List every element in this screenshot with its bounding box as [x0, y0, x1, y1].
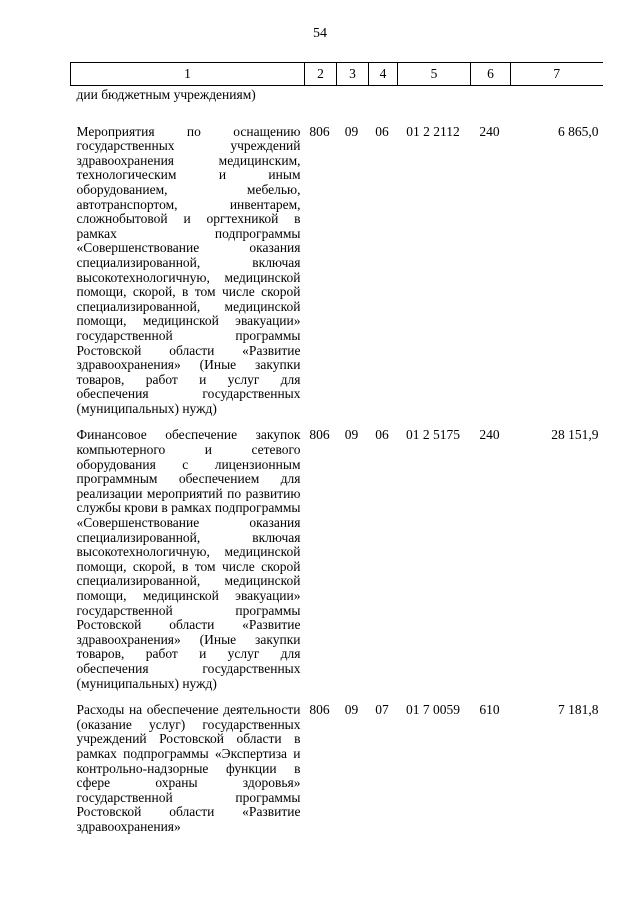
row-expense-type: 610 — [479, 702, 500, 718]
row-section: 09 — [344, 702, 359, 718]
header-row — [71, 63, 603, 86]
row-subsection: 07 — [375, 702, 389, 718]
column-header-2: 2 — [305, 63, 337, 86]
row-ministry: 806 — [309, 702, 330, 718]
row-subsection: 06 — [375, 427, 389, 443]
budget-table — [70, 62, 603, 835]
row-expense-type: 240 — [479, 123, 500, 139]
row-section: 09 — [344, 427, 359, 443]
row-expense-type: 240 — [479, 427, 500, 443]
row-target-article: 01 2 2112 — [406, 123, 460, 139]
row-amount: 6 865,0 — [558, 123, 599, 139]
continuation-row — [71, 86, 603, 103]
table-row — [71, 691, 603, 834]
column-header-7: 7 — [511, 63, 603, 86]
column-header-6: 6 — [471, 63, 511, 86]
table-row — [71, 416, 603, 691]
page-number: 54 — [313, 26, 327, 41]
row-amount: 28 151,9 — [551, 427, 599, 443]
row-description: Мероприятия по оснащению государственных учреждений здравоохранения медицинским, технологическим и иным оборудованием, мебелью, автотранспортом, инвентарем, сложнобытовой и оргтехникой в рамках подпрограммы «Совершенствование оказания специализированной, включая высокотехнологичную, медицинской помощи, скорой, в том числе скорой специализированной, медицинской помощи, медицинской эвакуации» государственной программы Ростовской области «Развитие здравоохранения» (Иные закупки товаров, работ и услуг для обеспечения государственных (муниципальных) нужд) — [76, 123, 301, 416]
table-row — [71, 103, 603, 417]
row-target-article: 01 7 0059 — [406, 702, 460, 718]
row-description: Расходы на обеспечение деятельности (оказание услуг) государственных учреждений Ростовской области в рамках подпрограммы «Экспертиза и контрольно-надзорные функции в сфере охраны здоровья» государственной программы Ростовской области «Развитие здравоохранения» — [76, 702, 301, 834]
column-header-4: 4 — [369, 63, 398, 86]
continuation-text: дии бюджетным учреждениям) — [76, 87, 256, 102]
column-header-5: 5 — [398, 63, 471, 86]
row-description: Финансовое обеспечение закупок компьютерного и сетевого оборудования с лицензионным программным обеспечением для реализации мероприятий по развитию службы крови в рамках подпрограммы «Совершенствование оказания специализированной, включая высокотехнологичную, медицинской помощи, скорой, в том числе скорой специализированной, медицинской помощи, медицинской эвакуации» государственной программы Ростовской области «Развитие здравоохранения» (Иные закупки товаров, работ и услуг для обеспечения государственных (муниципальных) нужд) — [76, 427, 301, 691]
row-section: 09 — [344, 123, 359, 139]
row-amount: 7 181,8 — [558, 702, 599, 718]
row-target-article: 01 2 5175 — [406, 427, 460, 443]
row-ministry: 806 — [309, 427, 330, 443]
row-ministry: 806 — [309, 123, 330, 139]
column-header-3: 3 — [337, 63, 369, 86]
row-subsection: 06 — [375, 123, 389, 139]
column-header-1: 1 — [71, 63, 305, 86]
